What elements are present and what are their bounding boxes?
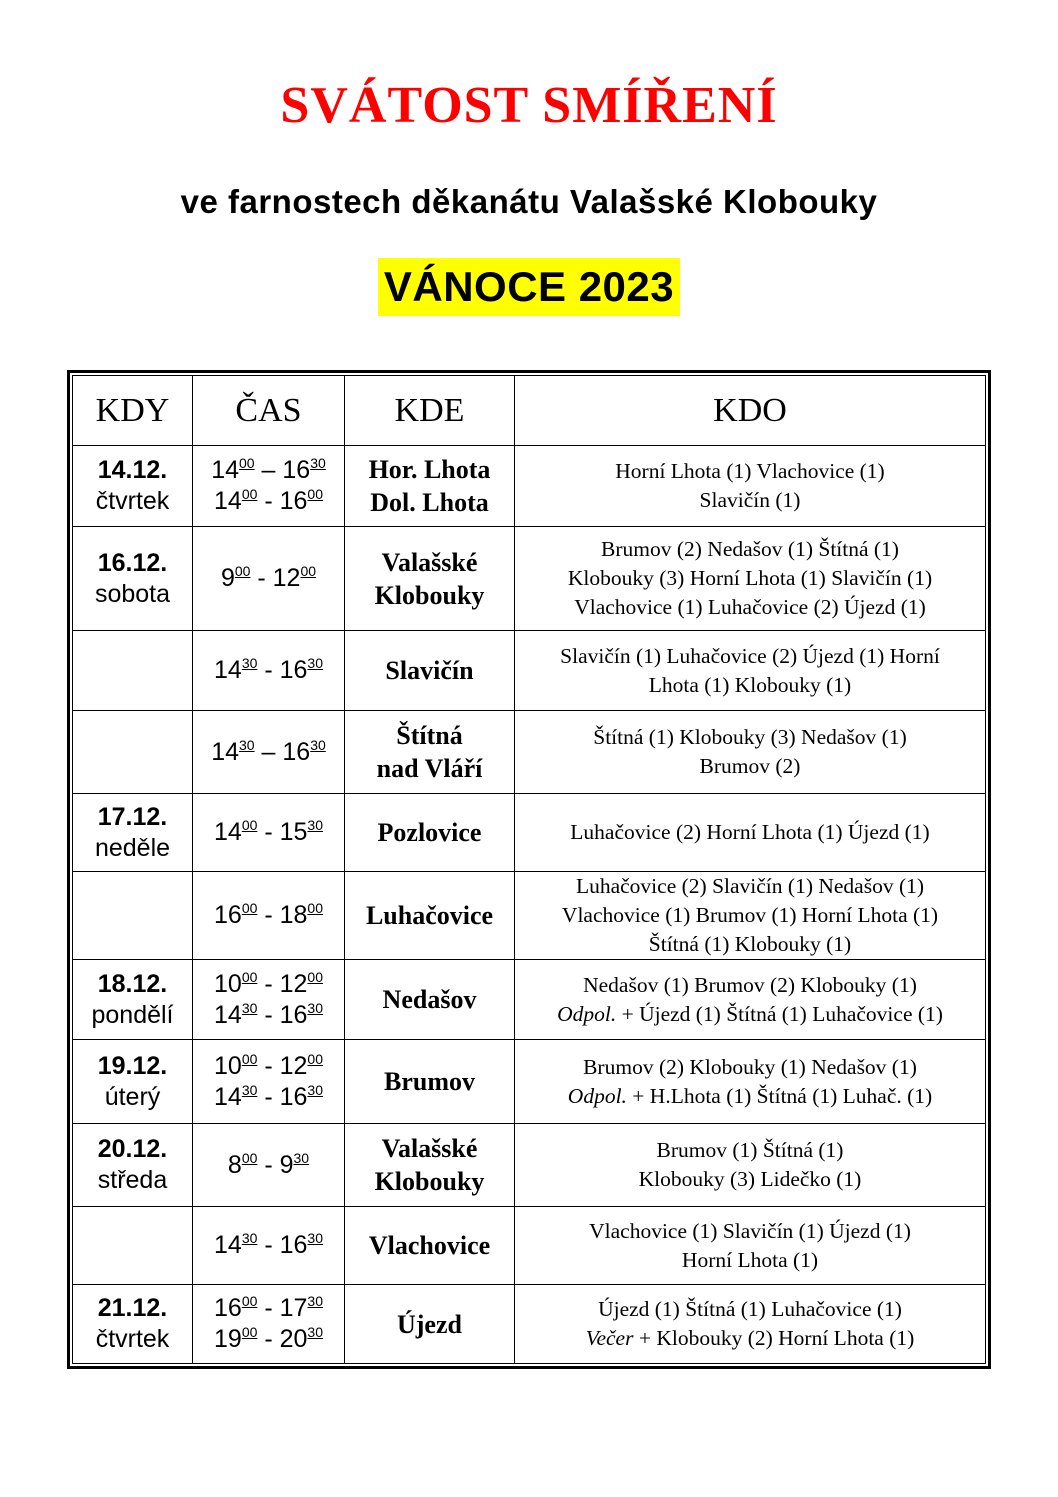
end-minute: 30 [310,736,326,753]
participants-line [521,1217,979,1246]
cell-kdo [515,711,986,794]
time-separator: - [257,1150,280,1179]
cell-cas [193,631,345,711]
participants-text: + H.Lhota (1) Štítná (1) Luhač. (1) [626,1083,933,1108]
start-hour: 19 [214,1325,242,1353]
table-row [73,1285,986,1364]
cell-cas [193,872,345,960]
time-separator: - [257,969,280,998]
time-range [193,563,344,594]
time-separator: - [257,1231,280,1259]
participants-line [521,1053,979,1082]
time-range [193,1150,344,1181]
participants-line [521,818,979,847]
participants-text: Horní Lhota (1) Vlachovice (1) [615,459,885,483]
place-line: Pozlovice [377,818,482,847]
time-of-day-note: Odpol. [557,1001,617,1026]
end-minute: 00 [300,563,317,579]
end-minute: 30 [307,817,323,833]
cell-kdy [73,711,193,794]
weekday-label: čtvrtek [95,1325,170,1353]
start-hour: 10 [214,969,242,998]
end-hour: 12 [279,969,308,998]
end-hour: 9 [279,1150,294,1179]
start-minute: 00 [241,1293,258,1309]
end-minute: 00 [307,968,323,985]
end-hour: 16 [279,1231,308,1259]
participants-line [521,457,979,486]
end-minute: 30 [307,655,323,671]
cell-kde [345,527,515,631]
place-line: Slavičín [385,656,474,685]
start-minute: 30 [241,655,258,671]
place-line: Štítná [396,721,463,750]
cell-kdy [73,1040,193,1124]
participants-line [521,642,979,671]
end-hour: 16 [279,487,308,515]
date-label: 17.12. [97,802,168,831]
start-minute: 30 [241,999,258,1016]
time-separator: - [257,1000,280,1029]
participants-text: Horní Lhota (1) [681,1247,819,1272]
table-row [73,872,986,960]
participants-text: + Újezd (1) Štítná (1) Luhačovice (1) [616,1001,943,1026]
start-hour: 16 [214,1294,242,1322]
cell-kde [345,631,515,711]
cell-kde [345,872,515,960]
cell-kdo [515,446,986,527]
end-minute: 00 [307,486,323,502]
start-minute: 00 [241,900,258,916]
participants-line [521,593,979,622]
start-hour: 10 [214,1051,242,1080]
place-line: Hor. Lhota [368,455,491,484]
cell-kdy [73,872,193,960]
time-range [193,1000,344,1031]
end-minute: 30 [307,1230,323,1246]
participants-line [521,901,979,930]
place-line: Vlachovice [368,1231,491,1260]
time-separator: - [257,1082,280,1111]
end-hour: 12 [272,564,301,592]
end-minute: 30 [310,455,326,471]
participants-text: Slavičín (1) Luhačovice (2) Újezd (1) Horní [560,643,940,668]
header-cas: ČAS [193,376,345,446]
start-hour: 14 [214,1082,242,1111]
participants-text: Klobouky (3) Horní Lhota (1) Slavičín (1) [567,566,933,590]
start-minute: 30 [241,1230,258,1246]
participants-text: Brumov (2) Klobouky (1) Nedašov (1) [583,1054,917,1079]
cell-kdy [73,960,193,1040]
end-minute: 30 [307,1293,323,1309]
participants-line [521,930,979,959]
cell-kde [345,711,515,794]
end-minute: 30 [307,1324,323,1340]
participants-line [521,1000,979,1029]
table-row [73,446,986,527]
time-separator: - [257,487,280,515]
start-hour: 14 [214,1231,242,1259]
place-line: Valašské [381,1134,478,1163]
date-label: 21.12. [97,1294,168,1322]
end-minute: 00 [307,1050,323,1067]
date-label: 16.12. [97,548,168,577]
time-range [193,900,344,931]
end-hour: 16 [279,656,308,684]
cell-kdo [515,794,986,872]
cell-cas [193,960,345,1040]
time-separator: – [254,737,283,766]
participants-line [521,1324,979,1353]
cell-kde [345,446,515,527]
cell-kdo [515,960,986,1040]
participants-text: Vlachovice (1) Luhačovice (2) Újezd (1) [574,595,926,619]
start-hour: 14 [214,656,242,684]
start-minute: 00 [241,968,258,985]
date-label: 14.12. [97,456,168,484]
place-line: Dol. Lhota [370,488,489,517]
participants-line [521,971,979,1000]
date-label: 18.12. [97,969,168,998]
participants-line [521,1246,979,1275]
participants-text: Vlachovice (1) Brumov (1) Horní Lhota (1) [561,903,939,927]
time-range [193,817,344,848]
cell-kdy [73,527,193,631]
time-separator: - [257,1051,280,1080]
cell-kdo [515,1040,986,1124]
start-minute: 00 [241,1324,258,1340]
cell-kdy [73,631,193,711]
cell-kdy [73,1124,193,1207]
season-banner [0,258,1058,316]
participants-text: Újezd (1) Štítná (1) Luhačovice (1) [598,1297,902,1321]
page-title: SVÁTOST SMÍŘENÍ [280,77,778,134]
time-separator: - [257,1325,280,1353]
time-separator: – [254,456,283,484]
cell-kdo [515,1124,986,1207]
participants-line [521,1165,979,1194]
cell-cas [193,1040,345,1124]
weekday-label: sobota [94,579,171,608]
participants-text: Lhota (1) Klobouky (1) [648,672,852,697]
header-kdy: KDY [73,376,193,446]
table-row [73,794,986,872]
time-range [193,969,344,1000]
place-line: Újezd [397,1309,462,1339]
start-minute: 00 [241,1149,258,1166]
participants-text: Štítná (1) Klobouky (1) [648,932,852,956]
start-hour: 14 [214,818,242,846]
cell-kde [345,960,515,1040]
participants-text: Štítná (1) Klobouky (3) Nedašov (1) [593,725,907,749]
weekday-label: středa [97,1166,168,1194]
start-hour: 14 [214,1000,242,1029]
end-hour: 18 [279,901,308,929]
cell-cas [193,1207,345,1285]
participants-line [521,671,979,700]
cell-kdy [73,794,193,872]
cell-kde [345,1285,515,1364]
schedule-table [72,375,986,1364]
table-row [73,1040,986,1124]
table-row [73,960,986,1040]
cell-kdo [515,872,986,960]
start-minute: 00 [241,486,258,502]
page-subtitle: ve farnostech děkanátu Valašské Klobouky [180,183,878,220]
season-label: VÁNOCE 2023 [378,258,680,316]
date-label: 19.12. [97,1051,168,1080]
cell-kdy [73,446,193,527]
cell-kde [345,1124,515,1207]
start-hour: 14 [211,456,240,484]
cell-kdy [73,1285,193,1364]
place-line: nad Vláří [376,754,483,783]
participants-line [521,535,979,564]
place-line: Brumov [384,1067,475,1096]
cell-cas [193,711,345,794]
table-row [73,631,986,711]
time-range [193,1082,344,1113]
time-range [193,1324,344,1355]
end-hour: 16 [279,1082,308,1111]
place-line: Klobouky [374,580,485,610]
table-body [73,446,986,1364]
cell-kdo [515,527,986,631]
end-hour: 15 [279,818,308,846]
participants-line [521,1082,979,1111]
weekday-label: úterý [104,1082,161,1111]
end-hour: 20 [279,1325,308,1353]
date-label: 20.12. [97,1135,168,1163]
participants-line [521,486,979,515]
cell-kdo [515,1285,986,1364]
cell-cas [193,1124,345,1207]
cell-cas [193,446,345,527]
time-range [193,737,344,768]
cell-kde [345,794,515,872]
participants-text: Luhačovice (2) Slavičín (1) Nedašov (1) [575,874,925,898]
time-separator: - [250,564,273,592]
start-hour: 9 [220,564,235,592]
participants-text: Luhačovice (2) Horní Lhota (1) Újezd (1) [570,820,930,844]
participants-text: Brumov (2) Nedašov (1) Štítná (1) [601,537,899,561]
cell-cas [193,527,345,631]
end-hour: 12 [279,1051,308,1080]
place-line: Valašské [381,547,478,577]
participants-text: + Klobouky (2) Horní Lhota (1) [633,1326,915,1350]
table-row [73,711,986,794]
time-range [193,1230,344,1261]
time-of-day-note: Večer [585,1326,634,1350]
participants-line [521,1295,979,1324]
weekday-label: neděle [94,833,171,862]
participants-text: Brumov (2) [699,754,801,778]
cell-kdo [515,631,986,711]
start-minute: 00 [241,817,258,833]
participants-text: Vlachovice (1) Slavičín (1) Újezd (1) [589,1218,911,1243]
start-minute: 00 [239,455,255,471]
time-of-day-note: Odpol. [567,1083,627,1108]
participants-text: Slavičín (1) [699,488,801,512]
participants-line [521,872,979,901]
time-range [193,486,344,517]
end-hour: 17 [279,1294,308,1322]
end-hour: 16 [279,1000,308,1029]
start-hour: 16 [214,901,242,929]
participants-line [521,564,979,593]
start-hour: 8 [227,1150,242,1179]
cell-cas [193,794,345,872]
header-kde: KDE [345,376,515,446]
time-range [193,1293,344,1324]
participants-text: Nedašov (1) Brumov (2) Klobouky (1) [583,972,917,997]
table-row [73,527,986,631]
schedule-table-frame [67,370,991,1369]
end-minute: 30 [307,1081,323,1098]
cell-cas [193,1285,345,1364]
end-hour: 16 [282,456,311,484]
time-separator: - [257,901,280,929]
participants-text: Klobouky (3) Lidečko (1) [638,1167,862,1191]
cell-kde [345,1207,515,1285]
end-minute: 30 [293,1149,310,1166]
time-range [193,455,344,486]
cell-kdy [73,1207,193,1285]
end-hour: 16 [282,737,311,766]
time-separator: - [257,656,280,684]
header-kdo: KDO [515,376,986,446]
place-line: Luhačovice [365,901,494,930]
start-minute: 30 [239,736,255,753]
cell-kdo [515,1207,986,1285]
participants-line [521,1136,979,1165]
weekday-label: čtvrtek [95,487,170,515]
weekday-label: pondělí [91,1000,174,1029]
start-hour: 14 [214,487,242,515]
table-row [73,1124,986,1207]
participants-line [521,752,979,781]
start-minute: 00 [234,563,251,579]
end-minute: 30 [307,999,323,1016]
time-separator: - [257,818,280,846]
start-minute: 00 [241,1050,258,1067]
place-line: Klobouky [374,1167,485,1196]
end-minute: 00 [307,900,323,916]
cell-kde [345,1040,515,1124]
time-range [193,1051,344,1082]
start-hour: 14 [211,737,240,766]
participants-line [521,723,979,752]
table-row [73,1207,986,1285]
place-line: Nedašov [382,985,477,1014]
start-minute: 30 [241,1081,258,1098]
time-range [193,655,344,686]
table-header-row [73,376,986,446]
participants-text: Brumov (1) Štítná (1) [656,1138,844,1162]
time-separator: - [257,1294,280,1322]
